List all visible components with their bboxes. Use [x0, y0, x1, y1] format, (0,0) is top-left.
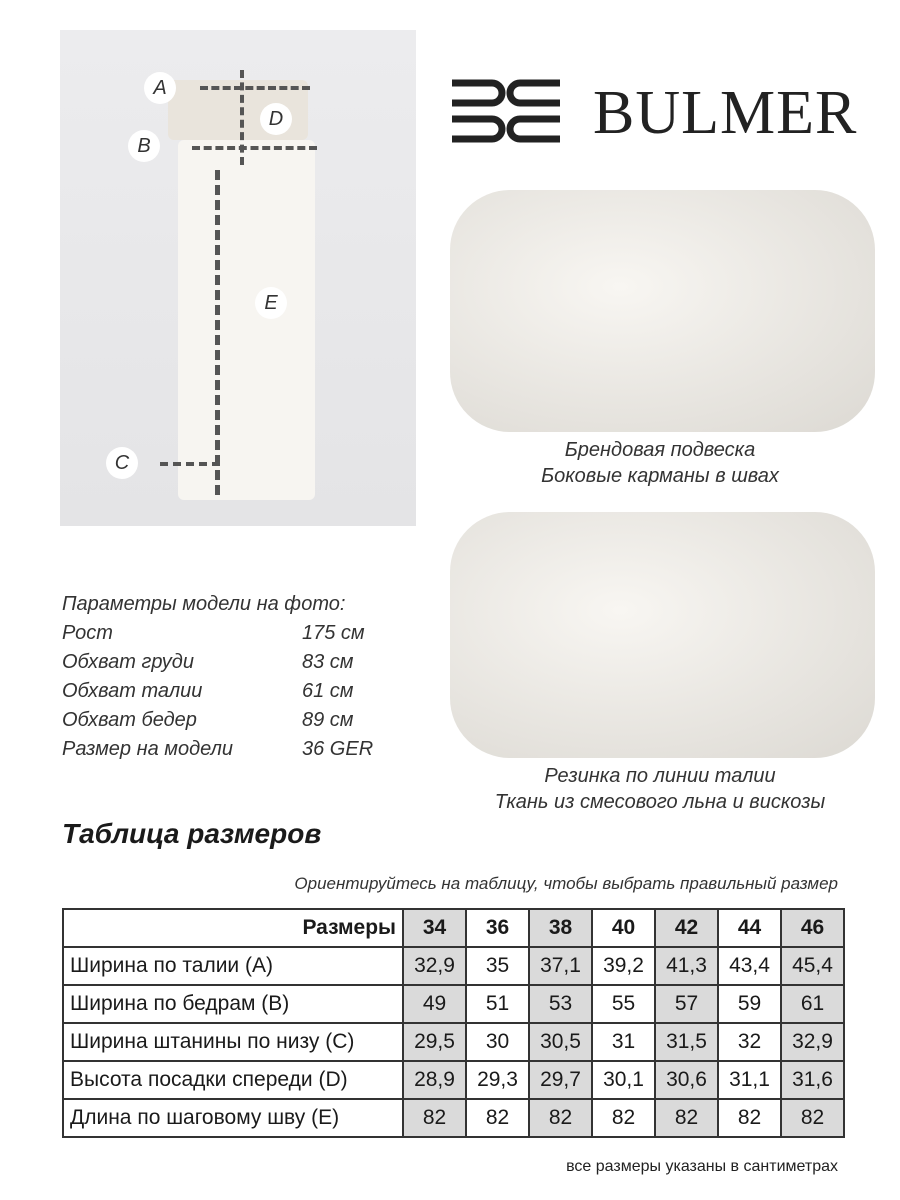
size-table-title: Таблица размеров [62, 818, 322, 849]
table-cell: 53 [529, 985, 592, 1023]
label-b: B [128, 130, 160, 162]
table-cell: 61 [781, 985, 844, 1023]
model-photo [60, 30, 416, 526]
table-cell: 31,5 [655, 1023, 718, 1061]
table-cell: 32,9 [403, 947, 466, 985]
header-label: Размеры [63, 909, 403, 947]
table-cell: 82 [718, 1099, 781, 1137]
param-row [62, 735, 373, 764]
row-label: Высота посадки спереди (D) [63, 1061, 403, 1099]
table-cell: 37,1 [529, 947, 592, 985]
label-a: A [144, 72, 176, 104]
size-header: 38 [529, 909, 592, 947]
label-c: C [106, 447, 138, 479]
pants-leg-right [235, 140, 315, 500]
table-cell: 39,2 [592, 947, 655, 985]
table-row [63, 985, 844, 1023]
table-cell: 82 [592, 1099, 655, 1137]
measure-line-d [240, 70, 244, 165]
brand-logo [450, 75, 858, 152]
size-table [62, 908, 845, 1138]
table-cell: 29,7 [529, 1061, 592, 1099]
table-cell: 30,5 [529, 1023, 592, 1061]
table-cell: 82 [403, 1099, 466, 1137]
detail-caption-2 [440, 763, 880, 815]
measure-line-e [215, 170, 220, 495]
table-cell: 30 [466, 1023, 529, 1061]
param-row [62, 619, 373, 648]
size-header: 42 [655, 909, 718, 947]
table-cell: 43,4 [718, 947, 781, 985]
size-header: 36 [466, 909, 529, 947]
table-cell: 82 [781, 1099, 844, 1137]
param-label: Обхват груди [62, 651, 194, 673]
size-header: 40 [592, 909, 655, 947]
measure-line-c [160, 462, 220, 466]
measure-line-b [192, 146, 317, 150]
param-label: Рост [62, 622, 113, 644]
row-label: Ширина по бедрам (B) [63, 985, 403, 1023]
table-cell: 32,9 [781, 1023, 844, 1061]
table-cell: 51 [466, 985, 529, 1023]
table-cell: 57 [655, 985, 718, 1023]
size-header: 46 [781, 909, 844, 947]
table-row [63, 947, 844, 985]
param-label: Размер на модели [62, 738, 234, 760]
table-cell: 28,9 [403, 1061, 466, 1099]
param-row [62, 677, 373, 706]
param-row [62, 648, 373, 677]
row-label: Ширина по талии (A) [63, 947, 403, 985]
param-value: 89 см [302, 709, 354, 731]
detail-photo-tag-pocket [450, 190, 875, 432]
brand-name: BULMER [593, 79, 858, 147]
brand-monogram-icon [450, 75, 562, 147]
table-cell: 45,4 [781, 947, 844, 985]
row-label: Длина по шаговому шву (E) [63, 1099, 403, 1137]
param-row [62, 706, 373, 735]
param-label: Обхват талии [62, 680, 203, 702]
table-row [63, 1023, 844, 1061]
table-cell: 30,6 [655, 1061, 718, 1099]
table-cell: 82 [655, 1099, 718, 1137]
table-cell: 41,3 [655, 947, 718, 985]
row-label: Ширина штанины по низу (C) [63, 1023, 403, 1061]
param-value: 83 см [302, 651, 354, 673]
label-d: D [260, 103, 292, 135]
table-cell: 29,3 [466, 1061, 529, 1099]
table-cell: 31,6 [781, 1061, 844, 1099]
param-label: Обхват бедер [62, 709, 197, 731]
table-cell: 82 [466, 1099, 529, 1137]
measure-line-a [200, 86, 310, 90]
table-cell: 31 [592, 1023, 655, 1061]
caption-line: Ткань из смесового льна и вискозы [494, 791, 826, 813]
table-cell: 59 [718, 985, 781, 1023]
table-row [63, 1099, 844, 1137]
table-cell: 31,1 [718, 1061, 781, 1099]
table-cell: 32 [718, 1023, 781, 1061]
size-table-footnote: все размеры указаны в сантиметрах [566, 1158, 838, 1175]
caption-line: Боковые карманы в швах [541, 465, 779, 487]
model-params [62, 590, 373, 764]
detail-photo-waistband [450, 512, 875, 758]
table-cell: 35 [466, 947, 529, 985]
param-value: 61 см [302, 680, 354, 702]
table-row [63, 1061, 844, 1099]
size-table-hint: Ориентируйтесь на таблицу, чтобы выбрать правильный размер [294, 874, 838, 893]
size-header: 44 [718, 909, 781, 947]
size-header: 34 [403, 909, 466, 947]
caption-line: Резинка по линии талии [544, 765, 776, 787]
table-cell: 55 [592, 985, 655, 1023]
table-cell: 49 [403, 985, 466, 1023]
param-value: 175 см [302, 622, 365, 644]
table-cell: 30,1 [592, 1061, 655, 1099]
caption-line: Брендовая подвеска [564, 439, 756, 461]
detail-caption-1 [440, 437, 880, 489]
table-cell: 82 [529, 1099, 592, 1137]
table-cell: 29,5 [403, 1023, 466, 1061]
label-e: E [255, 287, 287, 319]
param-value: 36 GER [302, 738, 374, 760]
model-params-title: Параметры модели на фото: [62, 593, 346, 615]
